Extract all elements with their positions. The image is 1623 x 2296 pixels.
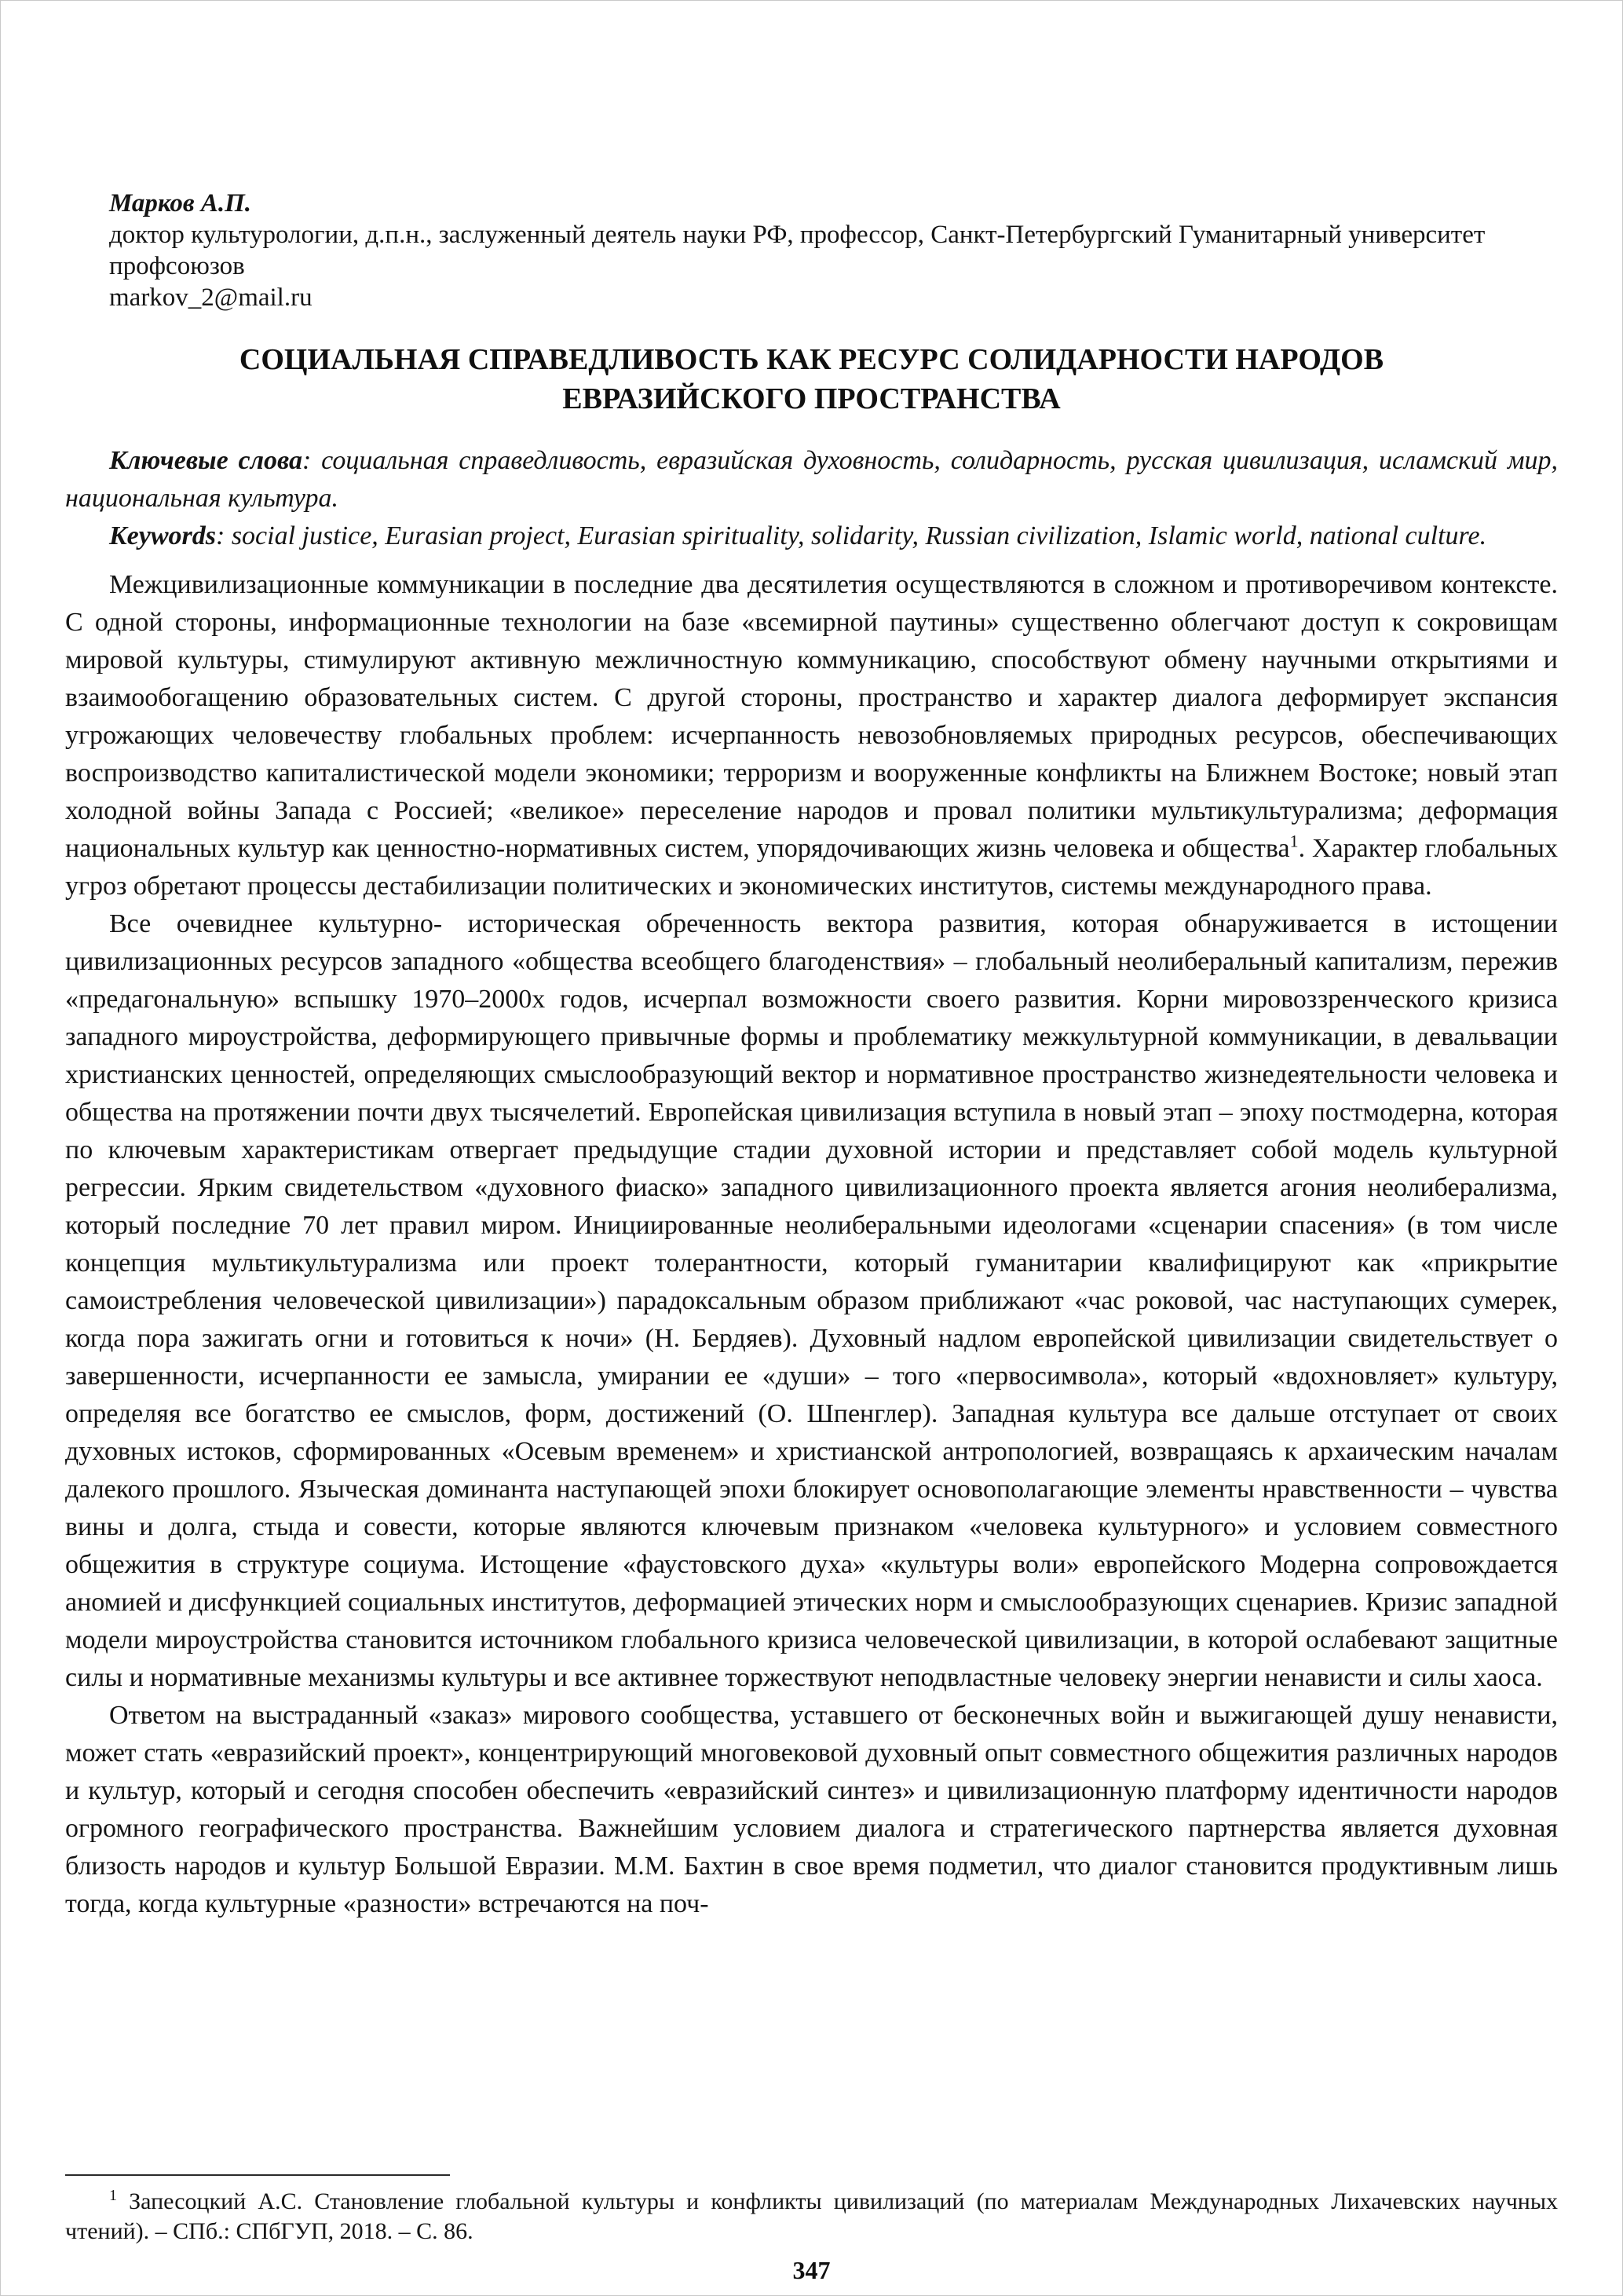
keywords-en — [65, 517, 1558, 555]
author-email: markov_2@mail.ru — [109, 283, 313, 312]
footnote-1-text: Запесоцкий А.С. Становление глобальной культуры и конфликты цивилизаций (по материалам Международных Лихачевских научных чтений). – СПб.: СПбГУП, 2018. – С. 86. — [65, 2188, 1558, 2244]
footnote-area — [65, 2174, 1558, 2247]
paragraph-1 — [65, 566, 1558, 905]
keywords-ru-label: Ключевые слова — [109, 446, 303, 475]
paragraph-1-text: Межцивилизационные коммуникации в последние два десятилетия осуществляются в сложном и противоречивом контексте. С одной стороны, информационные технологии на базе «всемирной паутины» существенно облегчают доступ к сокровищам мировой культуры, стимулируют активную межличностную коммуникацию, способствуют обмену научными открытиями и взаимообогащению образовательных систем. С другой стороны, пространство и характер диалога деформирует экспансия угрожающих человечеству глобальных проблем: исчерпанность невозобновляемых природных ресурсов, обеспечивающих воспроизводство капиталистической модели экономики; терроризм и вооруженные конфликты на Ближнем Востоке; новый этап холодной войны Запада с Россией; «великое» переселение народов и провал политики мультикультурализма; деформация национальных культур как ценностно-нормативных систем, упорядочивающих жизнь человека и общества — [65, 570, 1558, 863]
page-number: 347 — [792, 2256, 831, 2284]
footnote-ref-1: 1 — [1289, 831, 1299, 851]
keywords-en-label: Keywords — [109, 521, 216, 550]
paragraph-3: Ответом на выстраданный «заказ» мирового сообщества, уставшего от бесконечных войн и выжигающей душу ненависти, может стать «евразийский проект», концентрирующий многовековой духовный опыт совместного общежития различных народов и культур, который и сегодня способен обеспечить «евразийский синтез» и цивилизационную платформу идентичности народов огромного географического пространства. Важнейшим условием диалога и стратегического партнерства является духовная близость народов и культур Большой Евразии. М.М. Бахтин в свое время подметил, что диалог становится продуктивным лишь тогда, когда культурные «разности» встречаются на поч- — [65, 1701, 1558, 1918]
keywords-en-text: : social justice, Eurasian project, Eurasian spirituality, solidarity, Russian civilization, Islamic world, national culture. — [216, 521, 1487, 550]
keywords-ru-text: : социальная справедливость, евразийская духовность, солидарность, русская цивилизация, исламский мир, национальная культура. — [65, 446, 1559, 513]
article-title: СОЦИАЛЬНАЯ СПРАВЕДЛИВОСТЬ КАК РЕСУРС СОЛИДАРНОСТИ НАРОДОВ ЕВРАЗИЙСКОГО ПРОСТРАНСТВА — [239, 343, 1384, 415]
paragraph-2: Все очевиднее культурно- историческая обреченность вектора развития, которая обнаруживается в истощении цивилизационных ресурсов западного «общества всеобщего благоденствия» – глобальный неолиберальный капитализм, пережив «предагональную» вспышку 1970–2000х годов, исчерпал возможности своего развития. Корни мировоззренческого кризиса западного мироустройства, деформирующего привычные формы и проблематику межкультурной коммуникации, в девальвации христианских ценностей, определяющих смыслообразующий вектор и нормативное пространство жизнедеятельности человека и общества на протяжении почти двух тысячелетий. Европейская цивилизация вступила в новый этап – эпоху постмодерна, которая по ключевым характеристикам отвергает предыдущие стадии духовной истории и представляет собой модель культурной регрессии. Ярким свидетельством «духовного фиаско» западного цивилизационного проекта является агония неолиберализма, который последние 70 лет правил миром. Инициированные неолиберальными идеологами «сценарии спасения» (в том числе концепция мультикультурализма или проект толерантности, который гуманитарии квалифицируют как «прикрытие самоистребления человеческой цивилизации») парадоксальным образом приближают «час роковой, час наступающих сумерек, когда пора зажигать огни и готовиться к ночи» (Н. Бердяев). Духовный надлом европейской цивилизации свидетельствует о завершенности, исчерпанности ее замысла, умирании ее «души» – того «первосимвола», который «вдохновляет» культуру, определяя все богатство ее смыслов, форм, достижений (О. Шпенглер). Западная культура все дальше отступает от своих духовных истоков, сформированных «Осевым временем» и христианской антропологией, возвращаясь к архаическим началам далекого прошлого. Языческая доминанта наступающей эпохи блокирует основополагающие элементы нравственности – чувства вины и долга, стыда и совести, которые являются ключевым признаком «человека культурного» и условием совместного общежития в структуре социума. Истощение «фаустовского духа» «культуры воли» европейского Модерна сопровождается аномией и дисфункцией социальных институтов, деформацией этических норм и смыслообразующих сценариев. Кризис западной модели мироустройства становится источником глобального кризиса человеческой цивилизации, в которой ослабевают защитные силы и нормативные механизмы культуры и все активнее торжествуют неподвластные человеку энергии ненависти и силы хаоса. — [65, 909, 1558, 1692]
keywords-ru — [65, 442, 1558, 517]
paragraph-1-text-after-note: . Характер глобальных угроз обретают процессы дестабилизации политических и экономических институтов, системы международного права. — [65, 834, 1559, 901]
author-block — [109, 188, 1558, 313]
footnote-1-marker: 1 — [109, 2187, 117, 2204]
footnote-1 — [65, 2187, 1558, 2247]
footnote-separator — [65, 2174, 450, 2176]
author-name: Марков А.П. — [109, 189, 252, 218]
author-affiliation: доктор культурологии, д.п.н., заслуженный деятель науки РФ, профессор, Санкт-Петербургский Гуманитарный университет профсоюзов — [109, 221, 1486, 280]
